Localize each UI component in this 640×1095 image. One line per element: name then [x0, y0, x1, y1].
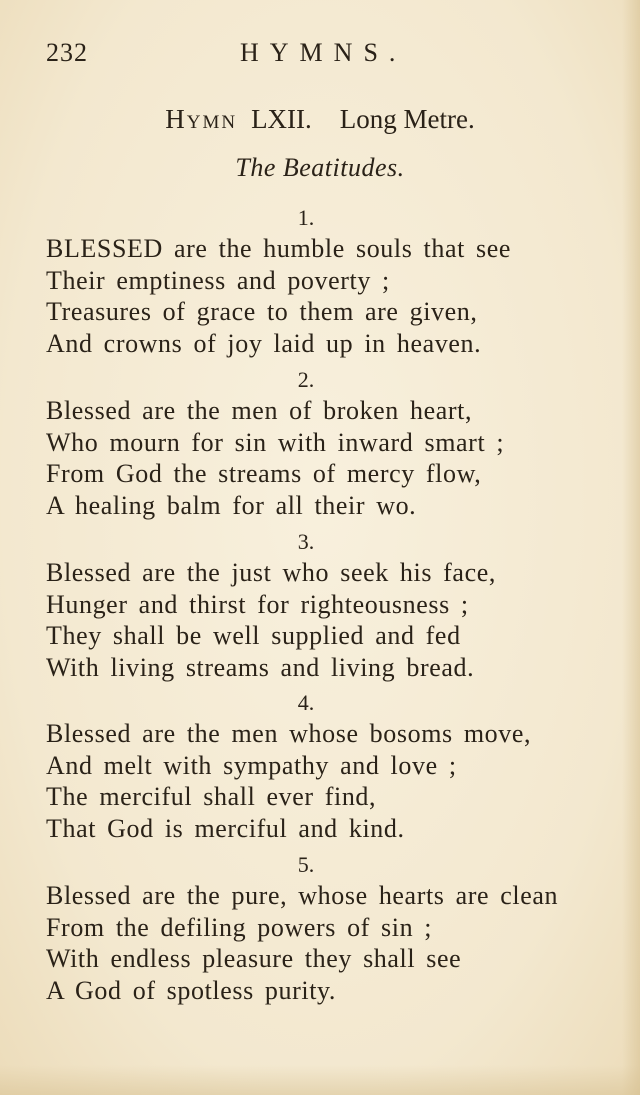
- stanza-4: [46, 688, 606, 844]
- verse-line: Blessed are the just who seek his face,: [46, 558, 496, 587]
- stanza-number: 4.: [297, 690, 315, 715]
- verse-line: A healing balm for all their wo.: [46, 490, 417, 520]
- verse-line: Blessed are the pure, whose hearts are clean: [46, 881, 559, 910]
- stanza-number: 1.: [297, 205, 315, 230]
- verse-line: Who mourn for sin with inward smart ;: [46, 427, 505, 457]
- hymn-number: LXII.: [251, 104, 312, 134]
- stanza-number: 5.: [297, 852, 315, 877]
- hymn-metre: Long Metre.: [339, 104, 475, 134]
- stanza-1: [46, 203, 606, 359]
- verse-line: From the defiling powers of sin ;: [46, 912, 433, 942]
- verse-line: And crowns of joy laid up in heaven.: [46, 328, 482, 358]
- verse-line: Their emptiness and poverty ;: [46, 265, 390, 295]
- verse-line: Treasures of grace to them are given,: [46, 297, 478, 326]
- verse-line: Blessed are the men of broken heart,: [46, 396, 473, 425]
- verse-line: BLESSED are the humble souls that see: [46, 234, 512, 263]
- verse-line: A God of spotless purity.: [46, 975, 337, 1005]
- verse-line: They shall be well supplied and fed: [46, 621, 461, 650]
- hymn-subtitle: The Beatitudes.: [235, 153, 405, 182]
- verse-line: With endless pleasure they shall see: [46, 944, 462, 973]
- verse-line: With living streams and living bread.: [46, 652, 475, 682]
- verse-line: Hunger and thirst for righteousness ;: [46, 589, 469, 619]
- stanza-3: [46, 527, 606, 683]
- stanza-2: [46, 365, 606, 521]
- stanza-number: 3.: [297, 529, 315, 554]
- running-head: HYMNS.: [240, 38, 407, 67]
- page-number: 232: [46, 38, 88, 67]
- verse-line: Blessed are the men whose bosoms move,: [46, 719, 532, 748]
- page-header: [46, 38, 606, 78]
- verse-line: From God the streams of mercy flow,: [46, 459, 482, 488]
- verse-line: The merciful shall ever find,: [46, 782, 377, 811]
- verse-line: That God is merciful and kind.: [46, 813, 405, 843]
- hymn-label: Hymn: [165, 104, 238, 134]
- page-bottom-shadow: [0, 1065, 640, 1095]
- verse-line: And melt with sympathy and love ;: [46, 750, 457, 780]
- hymn-title: [0, 104, 640, 135]
- stanza-number: 2.: [297, 367, 315, 392]
- stanza-5: [46, 850, 606, 1006]
